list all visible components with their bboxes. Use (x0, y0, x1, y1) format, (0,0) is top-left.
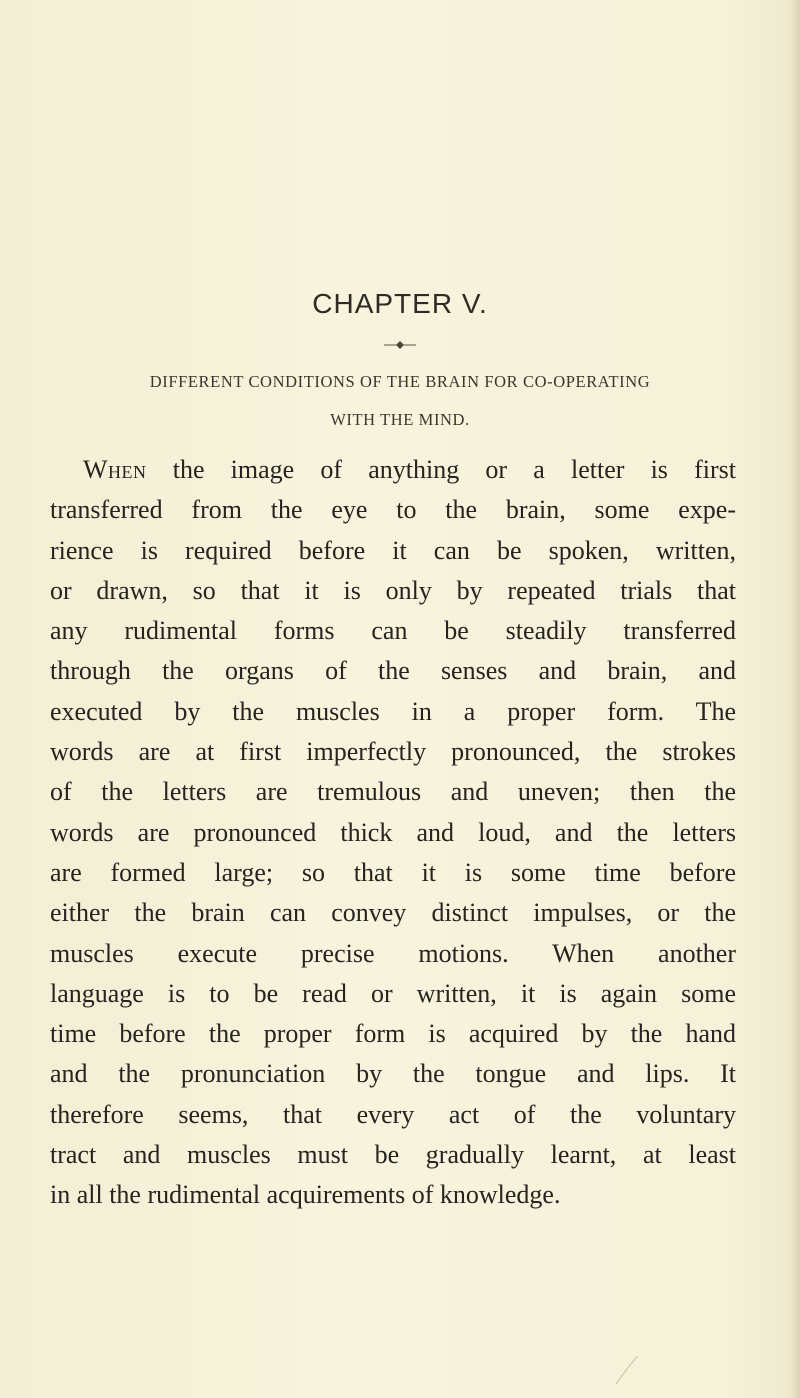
paragraph-line: of the letters are tremulous and uneven; then the (50, 777, 736, 807)
paragraph-line: therefore seems, that every act of the voluntary (50, 1099, 736, 1129)
chapter-subtitle-line-1: DIFFERENT CONDITIONS OF THE BRAIN FOR CO-OPERATING (149, 372, 651, 391)
paragraph-line: words are at first imperfectly pronounced, the strokes (50, 737, 736, 767)
paragraph-line: either the brain can convey distinct impulses, or the (50, 898, 736, 928)
paragraph-line: are formed large; so that it is some time before (50, 857, 736, 887)
chapter-paragraph (50, 450, 736, 1216)
paragraph-line: or drawn, so that it is only by repeated trials that (50, 575, 736, 605)
paragraph-line-last: in all the rudimental acquirements of knowledge. (50, 1180, 561, 1210)
paragraph-line: and the pronunciation by the tongue and lips. It (50, 1059, 736, 1089)
paragraph-line: transferred from the eye to the brain, some expe- (50, 495, 736, 525)
paragraph-line: muscles execute precise motions. When another (50, 938, 736, 968)
chapter-subtitle-line-2: WITH THE MIND. (330, 410, 470, 429)
paragraph-line: rience is required before it can be spoken, written, (50, 535, 736, 565)
first-line-text: the image of anything or a letter is first (172, 455, 736, 484)
chapter-heading: CHAPTER V. (312, 288, 488, 319)
paragraph-line: any rudimental forms can be steadily transferred (50, 616, 736, 646)
paragraph-line: language is to be read or written, it is again some (50, 978, 736, 1008)
paragraph-line: through the organs of the senses and brain, and (50, 656, 736, 686)
paragraph-line: executed by the muscles in a proper form. The (50, 696, 736, 726)
paragraph-line-1 (50, 450, 736, 490)
ornament-divider-icon (0, 338, 800, 352)
opening-word: When (83, 455, 147, 484)
paragraph-line: time before the proper form is acquired by the hand (50, 1019, 736, 1049)
page-edge-shadow (790, 0, 800, 1398)
paper-blemish-icon (612, 1352, 642, 1386)
paragraph-line: words are pronounced thick and loud, and the letters (50, 817, 736, 847)
paragraph-line: tract and muscles must be gradually learnt, at least (50, 1140, 736, 1170)
